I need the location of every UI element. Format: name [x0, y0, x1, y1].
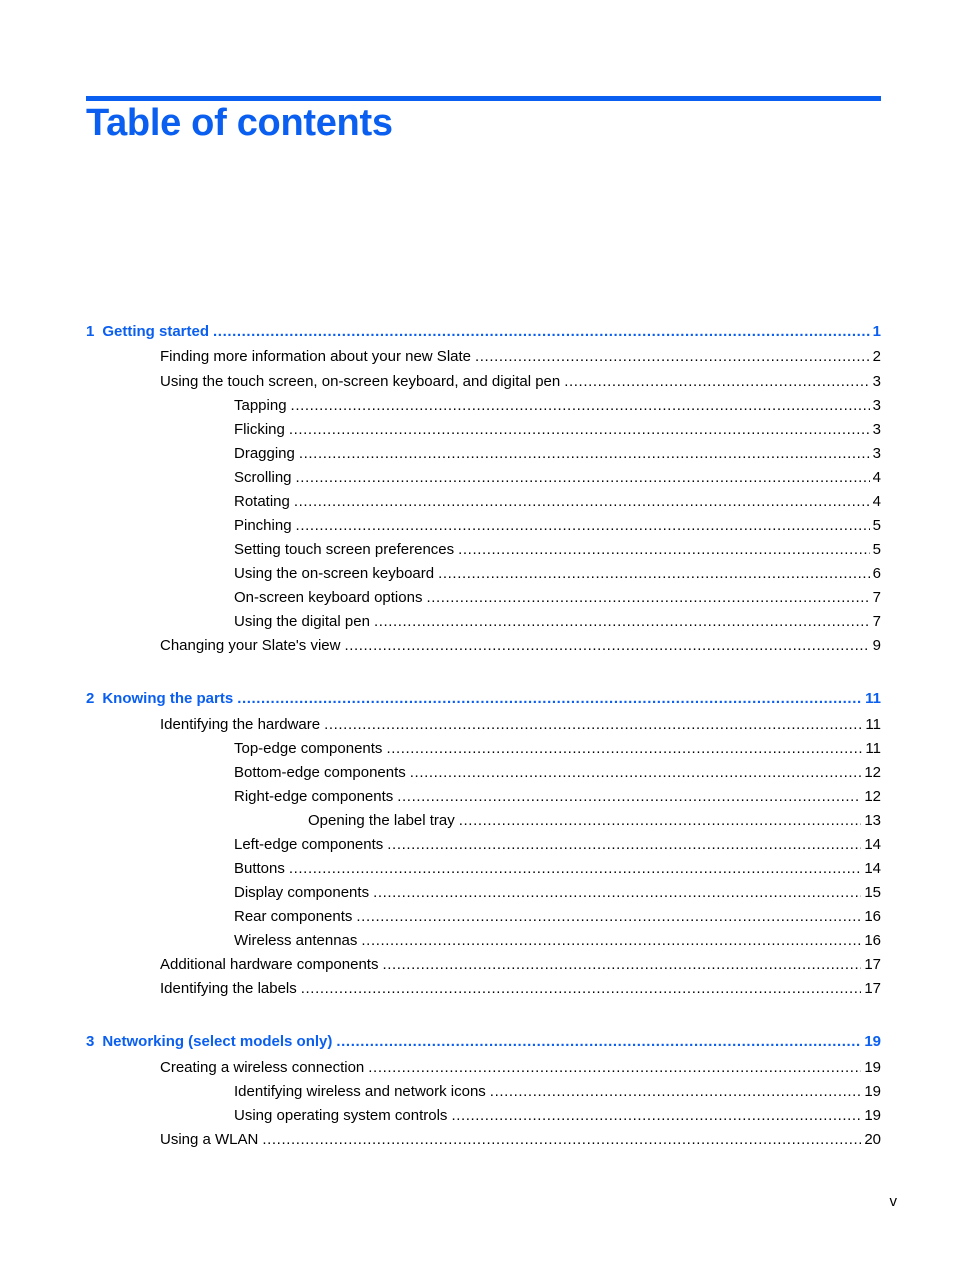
- dot-leader: [459, 810, 862, 832]
- dot-leader: [458, 539, 870, 561]
- entry-label: Buttons: [234, 860, 285, 877]
- entry-label: On-screen keyboard options: [234, 589, 423, 606]
- toc-entry[interactable]: [234, 419, 881, 441]
- page-number: 5: [872, 517, 881, 534]
- dot-leader: [564, 371, 869, 393]
- page-number: 16: [864, 908, 881, 925]
- entry-label: Using the digital pen: [234, 613, 370, 630]
- chapter-title: Networking (select models only): [102, 1033, 333, 1050]
- page-number: 19: [864, 1083, 881, 1100]
- page-number: 3: [872, 445, 881, 462]
- entry-label: Using the touch screen, on-screen keyboard, and digital pen: [160, 373, 561, 390]
- entry-label: Top-edge components: [234, 740, 383, 757]
- dot-leader: [289, 419, 870, 441]
- dot-leader: [237, 688, 862, 710]
- entry-label: Tapping: [234, 397, 287, 414]
- chapter-title: Knowing the parts: [102, 690, 234, 707]
- page-number: 3: [872, 397, 881, 414]
- entry-label: Changing your Slate's view: [160, 637, 341, 654]
- page-number: 4: [872, 469, 881, 486]
- toc-entry[interactable]: [234, 1081, 881, 1103]
- entry-label: Rotating: [234, 493, 290, 510]
- entry-label: Finding more information about your new Slate: [160, 348, 472, 365]
- toc-entry[interactable]: [234, 786, 881, 808]
- page-number: 19: [864, 1059, 881, 1076]
- page-number: 11: [865, 690, 881, 707]
- entry-label: Setting touch screen preferences: [234, 541, 455, 558]
- entry-label: Display components: [234, 884, 370, 901]
- dot-leader: [438, 563, 870, 585]
- page-number: 2: [872, 348, 881, 365]
- toc-entry[interactable]: [160, 346, 881, 368]
- entry-label: Right-edge components: [234, 788, 394, 805]
- page-number: 14: [864, 860, 881, 877]
- dot-leader: [410, 762, 862, 784]
- page-number: 1: [872, 323, 881, 340]
- toc-entry[interactable]: [160, 978, 881, 1000]
- page-number: 3: [872, 421, 881, 438]
- dot-leader: [361, 930, 861, 952]
- dot-leader: [324, 714, 862, 736]
- dot-leader: [296, 515, 870, 537]
- entry-label: Wireless antennas: [234, 932, 358, 949]
- page-number: 19: [864, 1107, 881, 1124]
- dot-leader: [299, 443, 870, 465]
- dot-leader: [289, 858, 861, 880]
- entry-label: Scrolling: [234, 469, 292, 486]
- page-number: 5: [872, 541, 881, 558]
- entry-label: Dragging: [234, 445, 295, 462]
- entry-label: Using a WLAN: [160, 1131, 259, 1148]
- page-number: 4: [872, 493, 881, 510]
- page-number: 15: [864, 884, 881, 901]
- toc-entry[interactable]: [234, 906, 881, 928]
- toc-chapter-1[interactable]: [86, 321, 881, 343]
- dot-leader: [336, 1031, 861, 1053]
- page-number: 9: [872, 637, 881, 654]
- entry-label: Left-edge components: [234, 836, 384, 853]
- dot-leader: [475, 346, 870, 368]
- page-number: 7: [872, 589, 881, 606]
- entry-label: Additional hardware components: [160, 956, 379, 973]
- toc-entry[interactable]: [234, 563, 881, 585]
- dot-leader: [213, 321, 870, 343]
- toc-entry[interactable]: [234, 539, 881, 561]
- toc-entry[interactable]: [234, 834, 881, 856]
- toc-entry[interactable]: [160, 714, 881, 736]
- page-number: 11: [865, 716, 881, 733]
- toc-entry[interactable]: [160, 1129, 881, 1151]
- page-number: 20: [864, 1131, 881, 1148]
- dot-leader: [490, 1081, 862, 1103]
- page-number: 6: [872, 565, 881, 582]
- page-title: Table of contents: [86, 102, 393, 144]
- page-number: 14: [864, 836, 881, 853]
- toc-entry[interactable]: [234, 467, 881, 489]
- chapter-title: Getting started: [102, 323, 210, 340]
- dot-leader: [301, 978, 862, 1000]
- entry-label: Identifying wireless and network icons: [234, 1083, 486, 1100]
- toc-entry[interactable]: [308, 810, 881, 832]
- page-number: 17: [864, 980, 881, 997]
- dot-leader: [386, 738, 862, 760]
- page-number: 11: [865, 740, 881, 757]
- dot-leader: [344, 635, 869, 657]
- entry-label: Rear components: [234, 908, 353, 925]
- page-number: 12: [864, 764, 881, 781]
- dot-leader: [294, 491, 870, 513]
- entry-label: Using the on-screen keyboard: [234, 565, 435, 582]
- toc-entry[interactable]: [160, 371, 881, 393]
- toc-entry[interactable]: [234, 587, 881, 609]
- toc-entry[interactable]: [234, 738, 881, 760]
- page-number: 17: [864, 956, 881, 973]
- toc-entry[interactable]: [234, 930, 881, 952]
- dot-leader: [373, 882, 861, 904]
- toc-entry[interactable]: [234, 515, 881, 537]
- toc-chapter-2[interactable]: [86, 688, 881, 710]
- dot-leader: [451, 1105, 861, 1127]
- toc-entry[interactable]: [160, 1057, 881, 1079]
- toc-entry[interactable]: [234, 395, 881, 417]
- dot-leader: [374, 611, 870, 633]
- toc-chapter-3[interactable]: [86, 1031, 881, 1053]
- toc-entry[interactable]: [234, 882, 881, 904]
- dot-leader: [368, 1057, 861, 1079]
- toc-entry[interactable]: [160, 954, 881, 976]
- toc-entry[interactable]: [234, 611, 881, 633]
- page-number: 13: [864, 812, 881, 829]
- toc-entry[interactable]: [234, 858, 881, 880]
- chapter-number: 2: [86, 690, 95, 707]
- entry-label: Identifying the labels: [160, 980, 297, 997]
- entry-label: Creating a wireless connection: [160, 1059, 365, 1076]
- dot-leader: [387, 834, 861, 856]
- toc-entry[interactable]: [234, 762, 881, 784]
- dot-leader: [426, 587, 869, 609]
- dot-leader: [356, 906, 861, 928]
- entry-label: Opening the label tray: [308, 812, 455, 829]
- page-number: 3: [872, 373, 881, 390]
- dot-leader: [397, 786, 861, 808]
- page-number: 16: [864, 932, 881, 949]
- footer-page-number: v: [889, 1193, 897, 1210]
- entry-label: Bottom-edge components: [234, 764, 406, 781]
- entry-label: Identifying the hardware: [160, 716, 321, 733]
- dot-leader: [296, 467, 870, 489]
- toc-entry[interactable]: [234, 491, 881, 513]
- page-number: 19: [864, 1033, 881, 1050]
- toc-entry[interactable]: [234, 443, 881, 465]
- toc-entry[interactable]: [234, 1105, 881, 1127]
- toc-entry[interactable]: [160, 635, 881, 657]
- entry-label: Using operating system controls: [234, 1107, 448, 1124]
- page-number: 12: [864, 788, 881, 805]
- entry-label: Pinching: [234, 517, 292, 534]
- dot-leader: [382, 954, 861, 976]
- entry-label: Flicking: [234, 421, 285, 438]
- dot-leader: [291, 395, 870, 417]
- dot-leader: [262, 1129, 861, 1151]
- page-number: 7: [872, 613, 881, 630]
- chapter-number: 3: [86, 1033, 95, 1050]
- chapter-number: 1: [86, 323, 95, 340]
